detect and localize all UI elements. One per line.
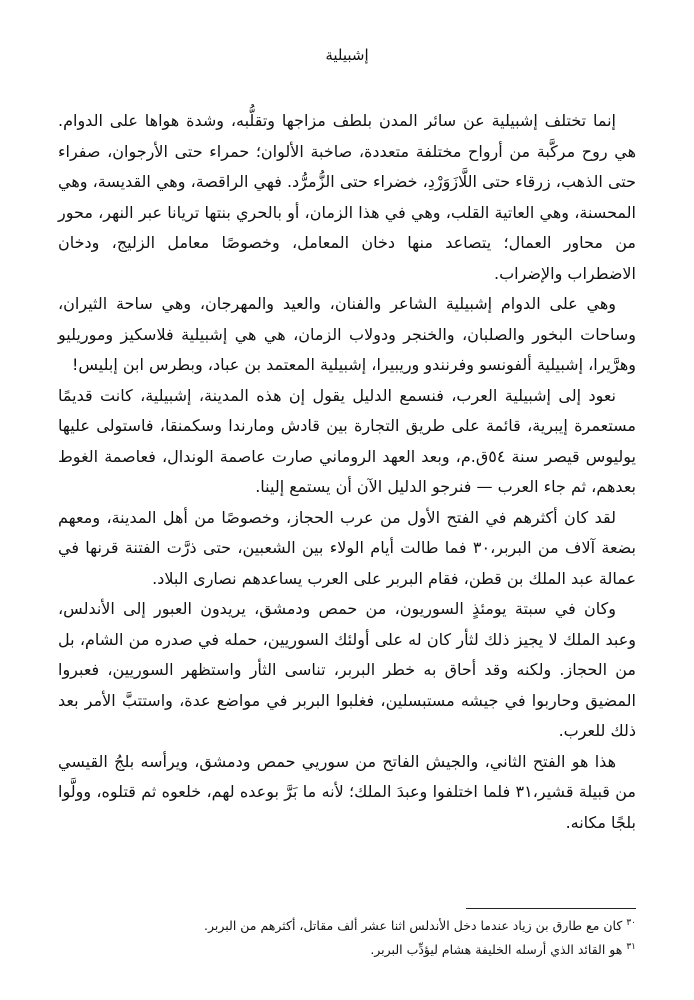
main-text xyxy=(58,106,636,838)
footnote-number: ٣١ xyxy=(626,941,636,952)
running-title: إشبيلية xyxy=(325,46,369,64)
paragraph-3: نعود إلى إشبيلية العرب، فنسمع الدليل يقول إن هذه المدينة، إشبيلية، كانت قديمًا مستعمرة إيبرية، قائمة على طريق التجارة بين قادش ومارندا وسكمنقا، فاستولى عليها يوليوس قيصر سنة ٥٤ق.م، وبعد العهد الروماني صارت عاصمة الوندال، فعاصمة الغوط بعدهم، ثم جاء العرب — فنرجو الدليل الآن أن يستمع إلينا. xyxy=(58,385,636,496)
paragraph-4: لقد كان أكثرهم في الفتح الأول من عرب الحجاز، وخصوصًا من أهل المدينة، ومعهم بضعة آلاف من البربر،٣٠ فما طالت أيام الولاء بين الشعبين، حتى ذرَّت الفتنة قرنها في عمالة عبد الملك بن قطن، فقام البربر على العرب يساعدهم نصارى البلاد. xyxy=(58,507,636,588)
footnote-text: كان مع طارق بن زياد عندما دخل الأندلس اثنا عشر ألف مقاتل، أكثرهم من البربر. xyxy=(204,918,623,933)
paragraph-6: هذا هو الفتح الثاني، والجيش الفاتح من سوريي حمص ودمشق، ويرأسه بلجُ القيسي من قبيلة قشير،٣١ فلما اختلفوا وعبدَ الملك؛ لأنه ما بَرَّ بوعده لهم، خلعوه ثم قتلوه، وولَّوا بلجًا مكانه. xyxy=(58,751,637,832)
footnote-text: هو القائد الذي أرسله الخليفة هشام ليؤدِّب البربر. xyxy=(370,942,623,957)
paragraph-5: وكان في سبتة يومئذٍ السوريون، من حمص ودمشق، يريدون العبور إلى الأندلس، وعبد الملك لا يجيز ذلك لثأر كان له على أولئك السوريين، حمله في صدره من الشام، بل من الحجاز. ولكنه وقد أحاق به خطر البربر، تناسى الثأر واستظهر السوريين، فعبروا المضيق وحاربوا في جيشه مستبسلين، فغلبوا البربر في مواضع عدة، واستتبَّ الأمر بعد ذلك للعرب. xyxy=(58,599,636,740)
footnote-31 xyxy=(58,938,636,962)
footnote-30 xyxy=(58,914,636,938)
footnote-number: ٣٠ xyxy=(626,917,636,928)
paragraph-2: وهي على الدوام إشبيلية الشاعر والفنان، والعيد والمهرجان، وهي ساحة الثيران، وساحات البخور والصلبان، والخنجر ودولاب الزمان، هي هي إشبيلية فلاسكيز وموريليو وهرَّيرا، إشبيلية ألفونسو وفرنندو وريبيرا، إشبيلية المعتمد بن عباد، وبطرس ابن إبليس! xyxy=(58,294,636,374)
footnotes xyxy=(58,914,636,962)
paragraph-1: إنما تختلف إشبيلية عن سائر المدن بلطف مزاجها وتقلُّبه، وشدة هواها على الدوام. هي روح مركَّبة من أرواح مختلفة متعددة، صاخبة الألوان؛ حمراء حتى الأرجوان، صفراء حتى الذهب، زرقاء حتى اللَّازَوَرْدِ، خضراء حتى الزُّمرُّد. فهي الراقصة، وهي القديسة، وهي المحسنة، وهي العاتية القلب، وهي في هذا الزمان، أو بالحري بنتها تريانا عبر النهر، محور من محاور العمال؛ يتصاعد منها دخان المعامل، وخصوصًا معامل الزليج، ودخان الاضطراب والإضراب. xyxy=(58,111,636,283)
footnote-separator xyxy=(466,908,636,909)
